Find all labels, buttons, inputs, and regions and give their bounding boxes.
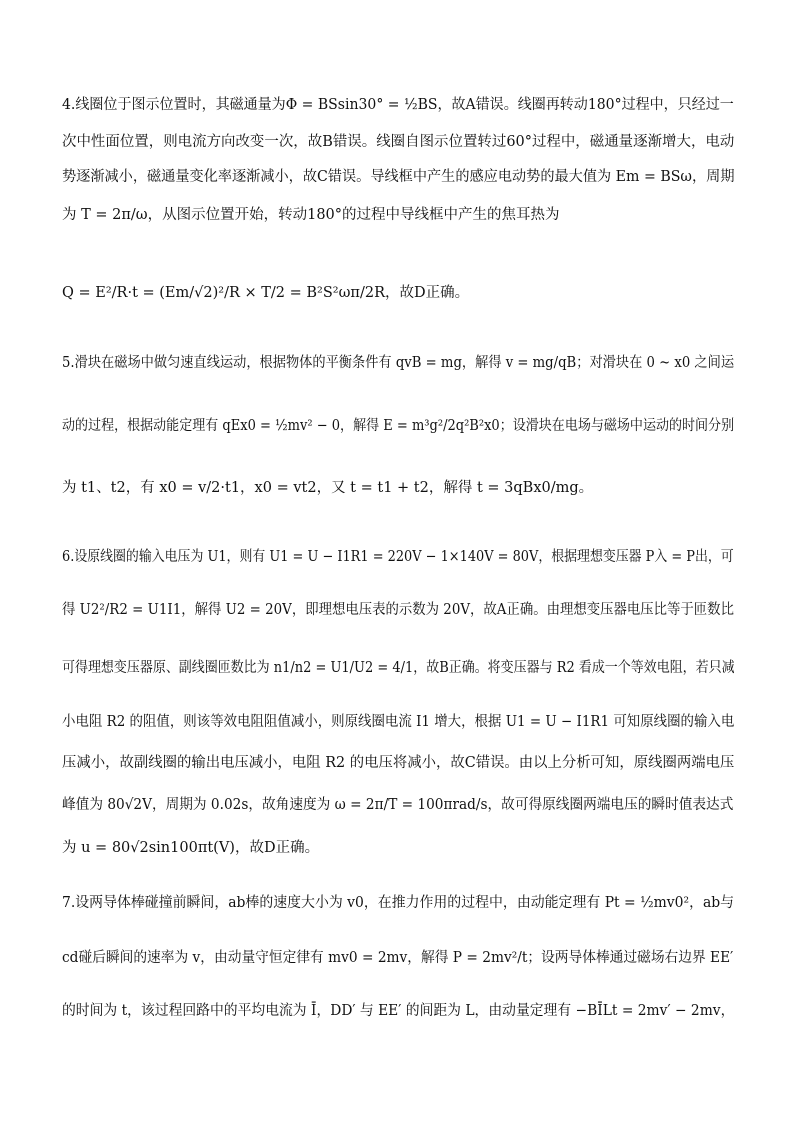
solution-6-line-7: 为 u = 80√2sin100πt(V)，故D正确。 <box>62 840 320 856</box>
solution-5-line-1: 5.滑块在磁场中做匀速直线运动，根据物体的平衡条件有 qvB = mg，解得 v = mg/qB；对滑块在 0 ~ x0 之间运 <box>62 355 735 371</box>
solution-4-line-4: 为 T = 2π/ω，从图示位置开始，转动180°的过程中导线框中产生的焦耳热为 <box>62 207 560 223</box>
solution-5-line-3: 为 t1、t2，有 x0 = v/2·t1，x0 = vt2，又 t = t1 + t2，解得 t = 3qBx0/mg。 <box>62 480 594 496</box>
solution-7-line-1: 7.设两导体棒碰撞前瞬间，ab棒的速度大小为 v0，在推力作用的过程中，由动能定理有 Pt = ½mv0²，ab与 <box>62 895 735 911</box>
solution-6-line-5: 压减小，故副线圈的输出电压减小，电阻 R2 的电压将减小，故C错误。由以上分析可知，原线圈两端电压 <box>62 755 735 771</box>
solution-6-line-6: 峰值为 80√2V，周期为 0.02s，故角速度为 ω = 2π/T = 100πrad/s，故可得原线圈两端电压的瞬时值表达式 <box>62 797 734 813</box>
solution-4-line-2: 次中性面位置，则电流方向改变一次，故B错误。线圈自图示位置转过60°过程中，磁通量逐渐增大，电动 <box>62 134 735 150</box>
solution-6-line-3: 可得理想变压器原、副线圈匝数比为 n1/n2 = U1/U2 = 4/1，故B正确。将变压器与 R2 看成一个等效电阻，若只减 <box>62 660 735 676</box>
solution-4-line-5: Q = E²/R·t = (Em/√2)²/R × T/2 = B²S²ωπ/2R，故D正确。 <box>62 285 470 301</box>
solution-7-line-3: 的时间为 t，该过程回路中的平均电流为 Ī，DD′ 与 EE′ 的间距为 L，由动量定理有 −BĪLt = 2mv′ − 2mv， <box>62 1003 735 1019</box>
solution-6-line-2: 得 U2²/R2 = U1I1，解得 U2 = 20V，即理想电压表的示数为 20V，故A正确。由理想变压器电压比等于匝数比 <box>62 602 734 618</box>
solution-6-line-1: 6.设原线圈的输入电压为 U1，则有 U1 = U − I1R1 = 220V − 1×140V = 80V，根据理想变压器 P入 = P出，可 <box>62 549 734 565</box>
solution-4-line-1: 4.线圈位于图示位置时，其磁通量为Φ = BSsin30° = ½BS，故A错误。线圈再转动180°过程中，只经过一 <box>62 97 734 113</box>
solution-7-line-2: cd碰后瞬间的速率为 v，由动量守恒定律有 mv0 = 2mv，解得 P = 2mv²/t；设两导体棒通过磁场右边界 EE′ <box>62 950 734 966</box>
solution-5-line-2: 动的过程，根据动能定理有 qEx0 = ½mv² − 0，解得 E = m³g²/2q²B²x0；设滑块在电场与磁场中运动的时间分别 <box>62 418 735 434</box>
solution-6-line-4: 小电阻 R2 的阻值，则该等效电阻阻值减小，则原线圈电流 I1 增大，根据 U1 = U − I1R1 可知原线圈的输入电 <box>62 714 735 730</box>
solution-4-line-3: 势逐渐减小，磁通量变化率逐渐减小，故C错误。导线框中产生的感应电动势的最大值为 Em = BSω，周期 <box>62 169 735 185</box>
